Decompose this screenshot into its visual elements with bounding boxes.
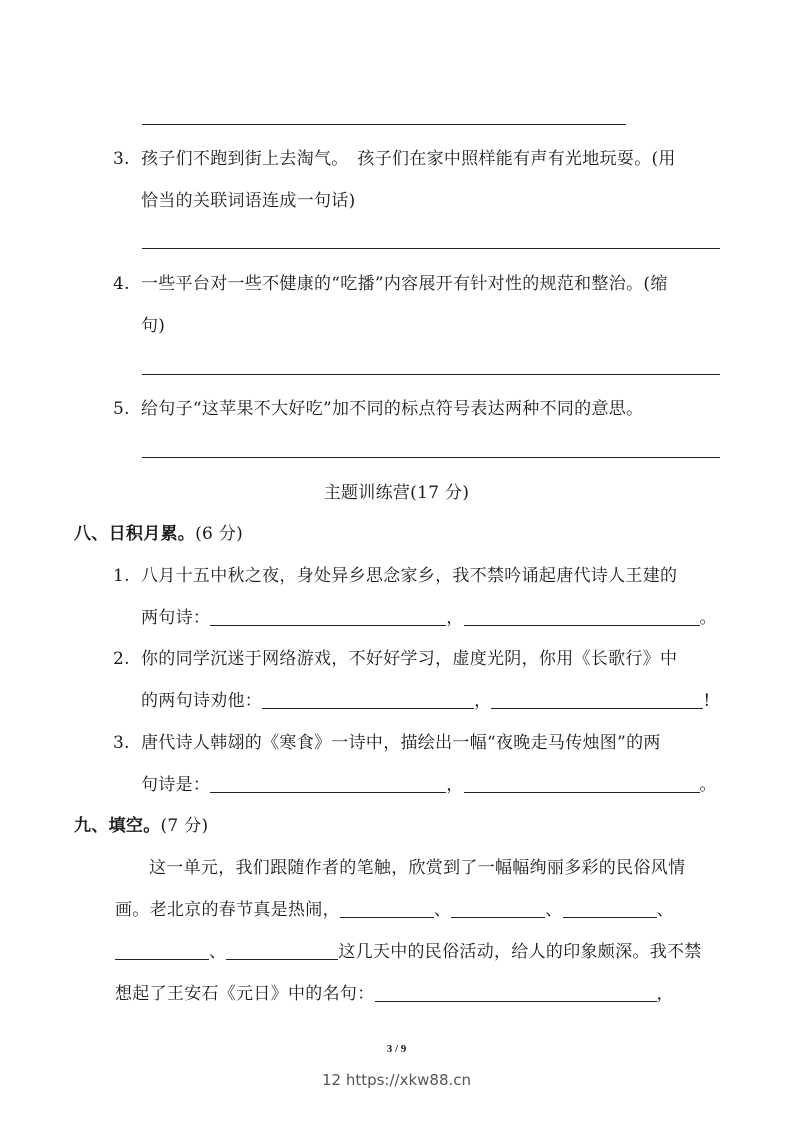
question-3: 3. 孩子们不跑到街上去淘气。 孩子们在家中照样能有声有光地玩耍。(用 <box>113 149 676 169</box>
question-3-cont: 恰当的关联词语连成一句话) <box>141 191 356 211</box>
question-5: 5. 给句子“这苹果不大好吃”加不同的标点符号表达两种不同的意思。 <box>113 399 644 419</box>
blank-field[interactable] <box>451 901 545 918</box>
s8-item-2-cont: 的两句诗劝他： ， ! <box>141 691 711 711</box>
page-number: 3 / 9 <box>386 1043 407 1055</box>
question-4: 4. 一些平台对一些不健康的“吃播”内容展开有针对性的规范和整治。(缩 <box>113 274 668 294</box>
blank-field[interactable] <box>464 776 700 793</box>
question-number: 3. <box>113 149 130 169</box>
s8-item-3: 3. 唐代诗人韩翃的《寒食》一诗中，描绘出一幅“夜晚走马传烛图”的两 <box>113 733 661 753</box>
answer-line[interactable] <box>142 124 626 125</box>
blank-field[interactable] <box>115 943 209 960</box>
blank-field[interactable] <box>210 776 446 793</box>
s8-item-1-cont: 两句诗： ， 。 <box>141 608 717 628</box>
blank-field[interactable] <box>226 943 338 960</box>
s8-item-3-cont: 句诗是： ， 。 <box>141 775 717 795</box>
s9-para-line-2: 画。老北京的春节真是热闹， 、 、 、 <box>115 900 674 920</box>
s9-para-line-4: 想起了王安石《元日》中的名句： ， <box>115 984 674 1004</box>
s9-para-line-1: 这一单元，我们跟随作者的笔触，欣赏到了一幅幅绚丽多彩的民俗风情 <box>149 858 686 878</box>
question-number: 4. <box>113 274 130 294</box>
section-title: 主题训练营(17 分) <box>323 483 470 503</box>
question-4-cont: 句) <box>141 316 166 336</box>
s9-para-line-3: 、 这几天中的民俗活动，给人的印象颇深。我不禁 <box>115 941 702 963</box>
section-8-header: 八、日积月累。(6 分) <box>74 524 244 544</box>
blank-field[interactable] <box>375 985 657 1002</box>
blank-field[interactable] <box>464 609 700 626</box>
s8-item-2: 2. 你的同学沉迷于网络游戏，不好好学习，虚度光阴，你用《长歌行》中 <box>113 649 678 669</box>
s8-item-1: 1. 八月十五中秋之夜，身处异乡思念家乡，我不禁吟诵起唐代诗人王建的 <box>113 566 678 586</box>
section-9-header: 九、填空。(7 分) <box>74 816 209 836</box>
answer-line[interactable] <box>142 374 720 375</box>
blank-field[interactable] <box>563 901 657 918</box>
blank-field[interactable] <box>210 609 446 626</box>
answer-line[interactable] <box>142 457 720 458</box>
question-number: 5. <box>113 399 130 419</box>
footer-watermark: 12 https://xkw88.cn <box>321 1071 472 1089</box>
blank-field[interactable] <box>340 901 434 918</box>
blank-field[interactable] <box>262 692 474 709</box>
blank-field[interactable] <box>491 692 703 709</box>
answer-line[interactable] <box>142 248 720 249</box>
